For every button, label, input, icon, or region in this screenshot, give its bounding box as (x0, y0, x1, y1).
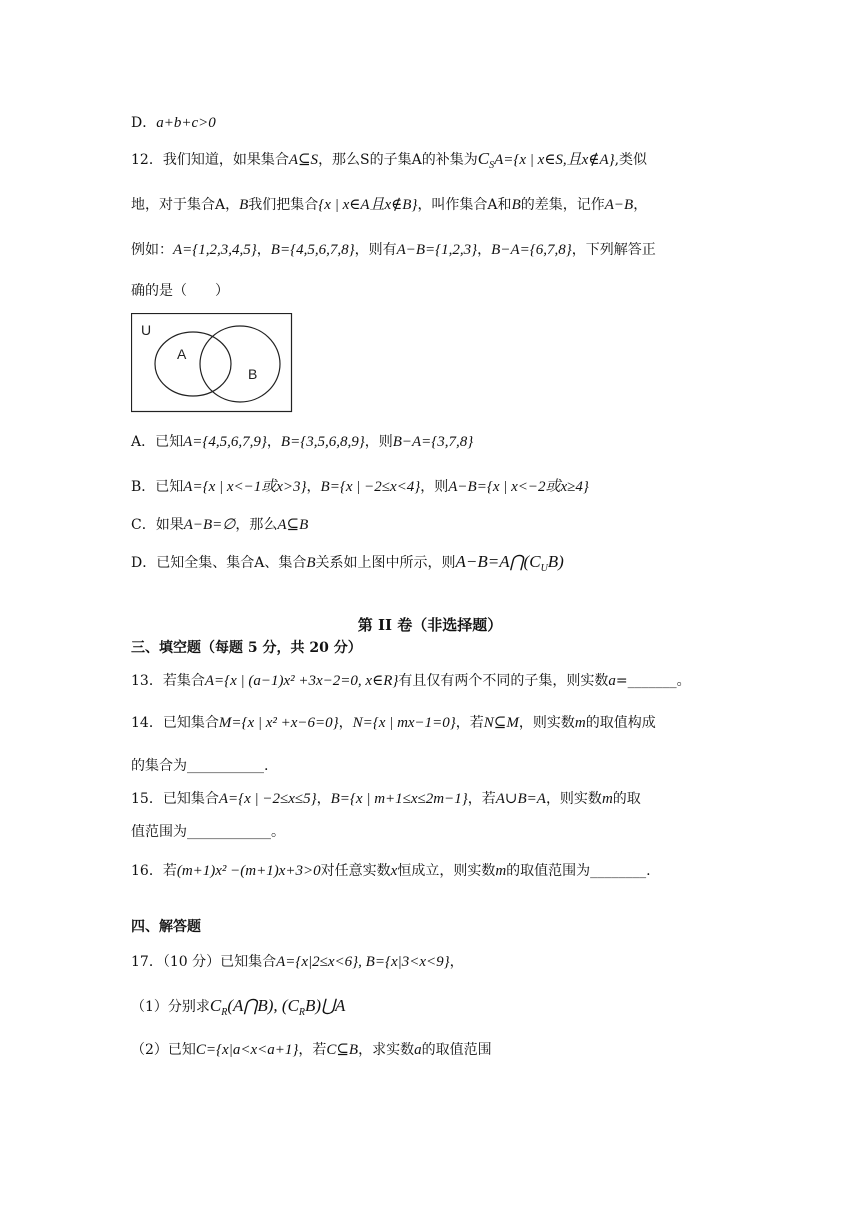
q13: 13．若集合A={x | (a−1)x² +3x−2=0, x∈R}有且仅有两个不同的子集，则实数a=_______。 (131, 673, 691, 689)
q11-option-d: D．a+b+c>0 (131, 115, 216, 131)
q12-line-2: 地，对于集合A，B我们把集合{x | x∈A且x∉B}，叫作集合A和B的差集，记作A−B， (131, 197, 648, 213)
universe-label: U (141, 322, 152, 338)
set-b-circle (200, 326, 280, 402)
set-a-circle (155, 332, 231, 396)
q12-option-d: D．已知全集、集合A、集合B关系如上图中所示，则$A-B=A⋂(C_UB)$ (131, 552, 564, 574)
q14-line-1: 14．已知集合M={x | x² +x−6=0}，N={x | mx−1=0}，若N⊆M，则实数m的取值构成 (131, 715, 656, 731)
q15-line-2: 值范围为____________。 (131, 824, 285, 840)
section-4-heading: 四、解答题 (131, 919, 201, 935)
q12-option-a: A．已知A={4,5,6,7,9}，B={3,5,6,8,9}，则B−A={3,7,8} (131, 434, 474, 450)
part-2-title: 第 II 卷（非选择题） (357, 616, 503, 634)
q12-line-1: 12．我们知道，如果集合A⊆S，那么S的子集A的补集为$C_SA=\{x$ | x∈S,且x∉A},类似 (131, 149, 648, 171)
venn-diagram (131, 313, 293, 413)
q12-line-3: 例如：A={1,2,3,4,5}，B={4,5,6,7,8}，则有A−B={1,2,3}，B−A={6,7,8}，下列解答正 (131, 242, 656, 258)
q12-option-b: B．已知A={x | x<−1或x>3}，B={x | −2≤x<4}，则A−B={x | x<−2或x≥4} (131, 479, 589, 495)
q17-part-1: （1）分别求$C_R(A⋂B)$, $(C_RB)⋃A$ (131, 996, 346, 1018)
q15-line-1: 15．已知集合A={x | −2≤x≤5}，B={x | m+1≤x≤2m−1}，若A∪B=A，则实数m的取 (131, 791, 641, 807)
section-3-heading: 三、填空题（每题 5 分，共 20 分） (131, 640, 362, 656)
set-b-label: B (248, 366, 258, 382)
q17-part-2: （2）已知C={x|a<x<a+1}，若C⊆B，求实数a的取值范围 (131, 1042, 492, 1058)
q12-line-4: 确的是（ ） (131, 283, 229, 299)
q12-option-c: C．如果A−B=∅，那么A⊆B (131, 517, 309, 533)
q16: 16．若(m+1)x² −(m+1)x+3>0对任意实数x恒成立，则实数m的取值范围为________. (131, 863, 651, 879)
set-a-label: A (177, 346, 187, 362)
q14-line-2: 的集合为___________. (131, 758, 269, 774)
q17: 17．（10 分）已知集合A={x|2≤x<6}, B={x|3<x<9}， (131, 954, 464, 970)
